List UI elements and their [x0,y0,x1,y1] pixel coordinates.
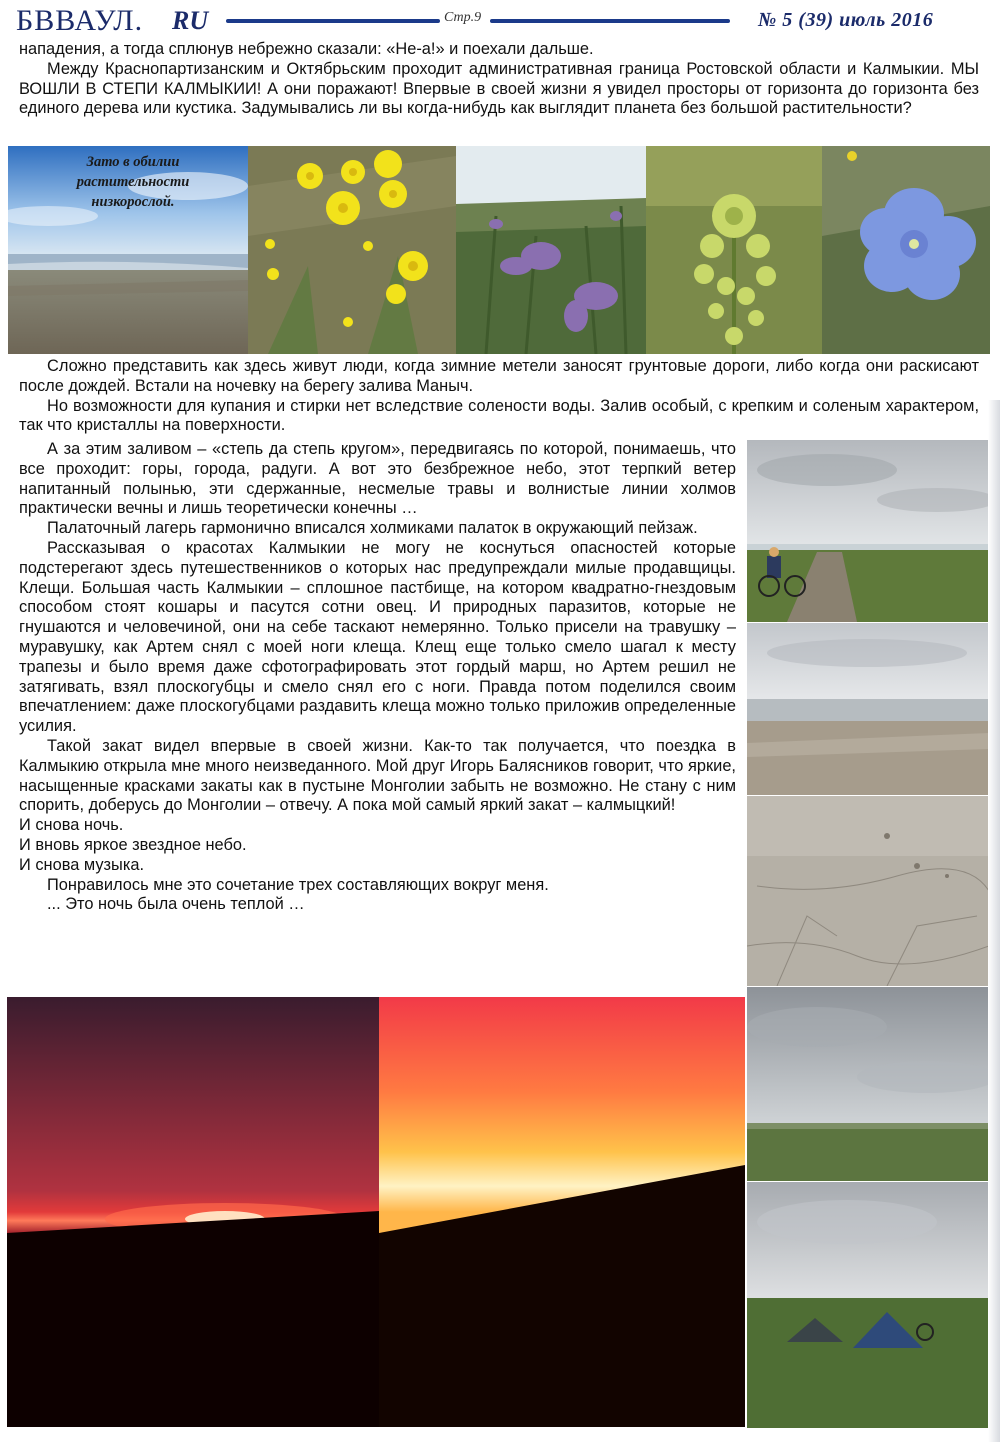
magazine-logo-suffix: RU [172,6,209,35]
column-paragraph-2: Палаточный лагерь гармонично вписался холмиками палаток в окружающий пейзаж. [47,519,698,538]
intro-paragraph-2: Между Краснопартизанским и Октябрьским проходит административная граница Ростовской области и Калмыкии. МЫ ВОШЛИ В СТЕПИ КАЛМЫКИИ! А они поражают! Впервые в своей жизни я увидел просторы от горизонта до горизонта без единого дерева или кустика. Задумывались ли вы когда-нибудь как выглядит планета без большой растительности? [19,59,979,118]
column-line-3: И снова музыка. [19,855,145,874]
magazine-logo: БВВАУЛ. [16,4,144,37]
photo-green-buds [646,146,822,354]
photo-sunset-1 [7,997,379,1427]
column-paragraph-6: ... Это ночь была очень теплой … [47,895,305,914]
column-text [19,440,736,915]
column-paragraph-1: А за этим заливом – «степь да степь кругом», передвигаясь по которой, понимаешь, что все проходит: горы, города, радуги. А вот это безбрежное небо, этот терпкий ветер напитанный полынью, эти сдержанные, несмелые травы и волнистые линии холмов практически вечны и лишь теоретически конечны … [19,440,736,518]
header-rule-right [490,19,730,23]
middle-text [19,357,979,436]
issue-info: № 5 (39) июль 2016 [758,9,934,31]
photo-sunset-2 [379,997,745,1427]
photo-salt-bay [747,623,989,795]
photo-caption: Зато в обилии растительности низкорослой. [76,154,190,210]
column-line-1: И снова ночь. [19,816,124,835]
photo-blue-flax-flower [822,146,990,354]
intro-paragraph-1: нападения, а тогда сплюнув небрежно сказали: «Не-а!» и поехали дальше. [19,40,594,58]
masthead [0,0,1000,44]
column-paragraph-3: Рассказывая о красотах Калмыкии не могу не коснуться опасностей которые подстерегают здесь путешественников о которых нас предупреждали милые продавщицы. Клещи. Большая часть Калмыкии – сплошное пастбище, на котором квадратно-гнездовым способом стоят кошары и пасутся сотни овец. И природных паразитов, которые не гнушаются и человечиной, они на себе таскают немерянно. Только присели на травушку – муравушку, как Артем снял с моей ноги клеща. Клещ еще только смело шагал к месту трапезы и было время даже сфотографировать этот гордый марш, но Артем решил не затягивать, взял плоскогубцы и смело снял его с ноги. Правда потом поделился своим впечатлением: даже плоскогубцами раздавить клеща можно только приложив определенные усилия. [19,538,736,736]
photo-yellow-flowers [248,146,456,354]
column-line-2: И вновь яркое звездное небо. [19,835,247,854]
page-edge-shadow [988,400,1000,1442]
photo-cracked-ground [747,796,989,986]
page-number: Стр.9 [444,10,482,25]
photo-tent-camp [747,1182,989,1428]
photo-purple-flowers [456,146,646,354]
photo-steppe-bay [8,146,248,354]
column-paragraph-5: Понравилось мне это сочетание трех составляющих вокруг меня. [47,875,549,894]
photo-cyclist-steppe [747,440,989,622]
middle-paragraph-2: Но возможности для купания и стирки нет вследствие солености воды. Залив особый, с крепким и соленым характером, так что кристаллы на поверхности. [19,396,979,435]
photo-overcast-steppe [747,987,989,1181]
column-paragraph-4: Такой закат видел впервые в своей жизни. Как-то так получается, что поездка в Калмыкию открыла мне много неизведанного. Мой друг Игорь Балясников говорит, что яркие, насыщенные красками закаты как в пустыне Монголии забыть не возможно. Не стану с ним спорить, доберусь до Монголии – отвечу. А пока мой самый яркий закат – калмыцкий! [19,736,736,815]
intro-text [19,40,979,119]
middle-paragraph-1: Сложно представить как здесь живут люди, когда зимние метели заносят грунтовые дороги, либо когда они раскисают после дождей. Встали на ночевку на берегу залива Маныч. [19,357,979,395]
header-rule-left [226,19,440,23]
